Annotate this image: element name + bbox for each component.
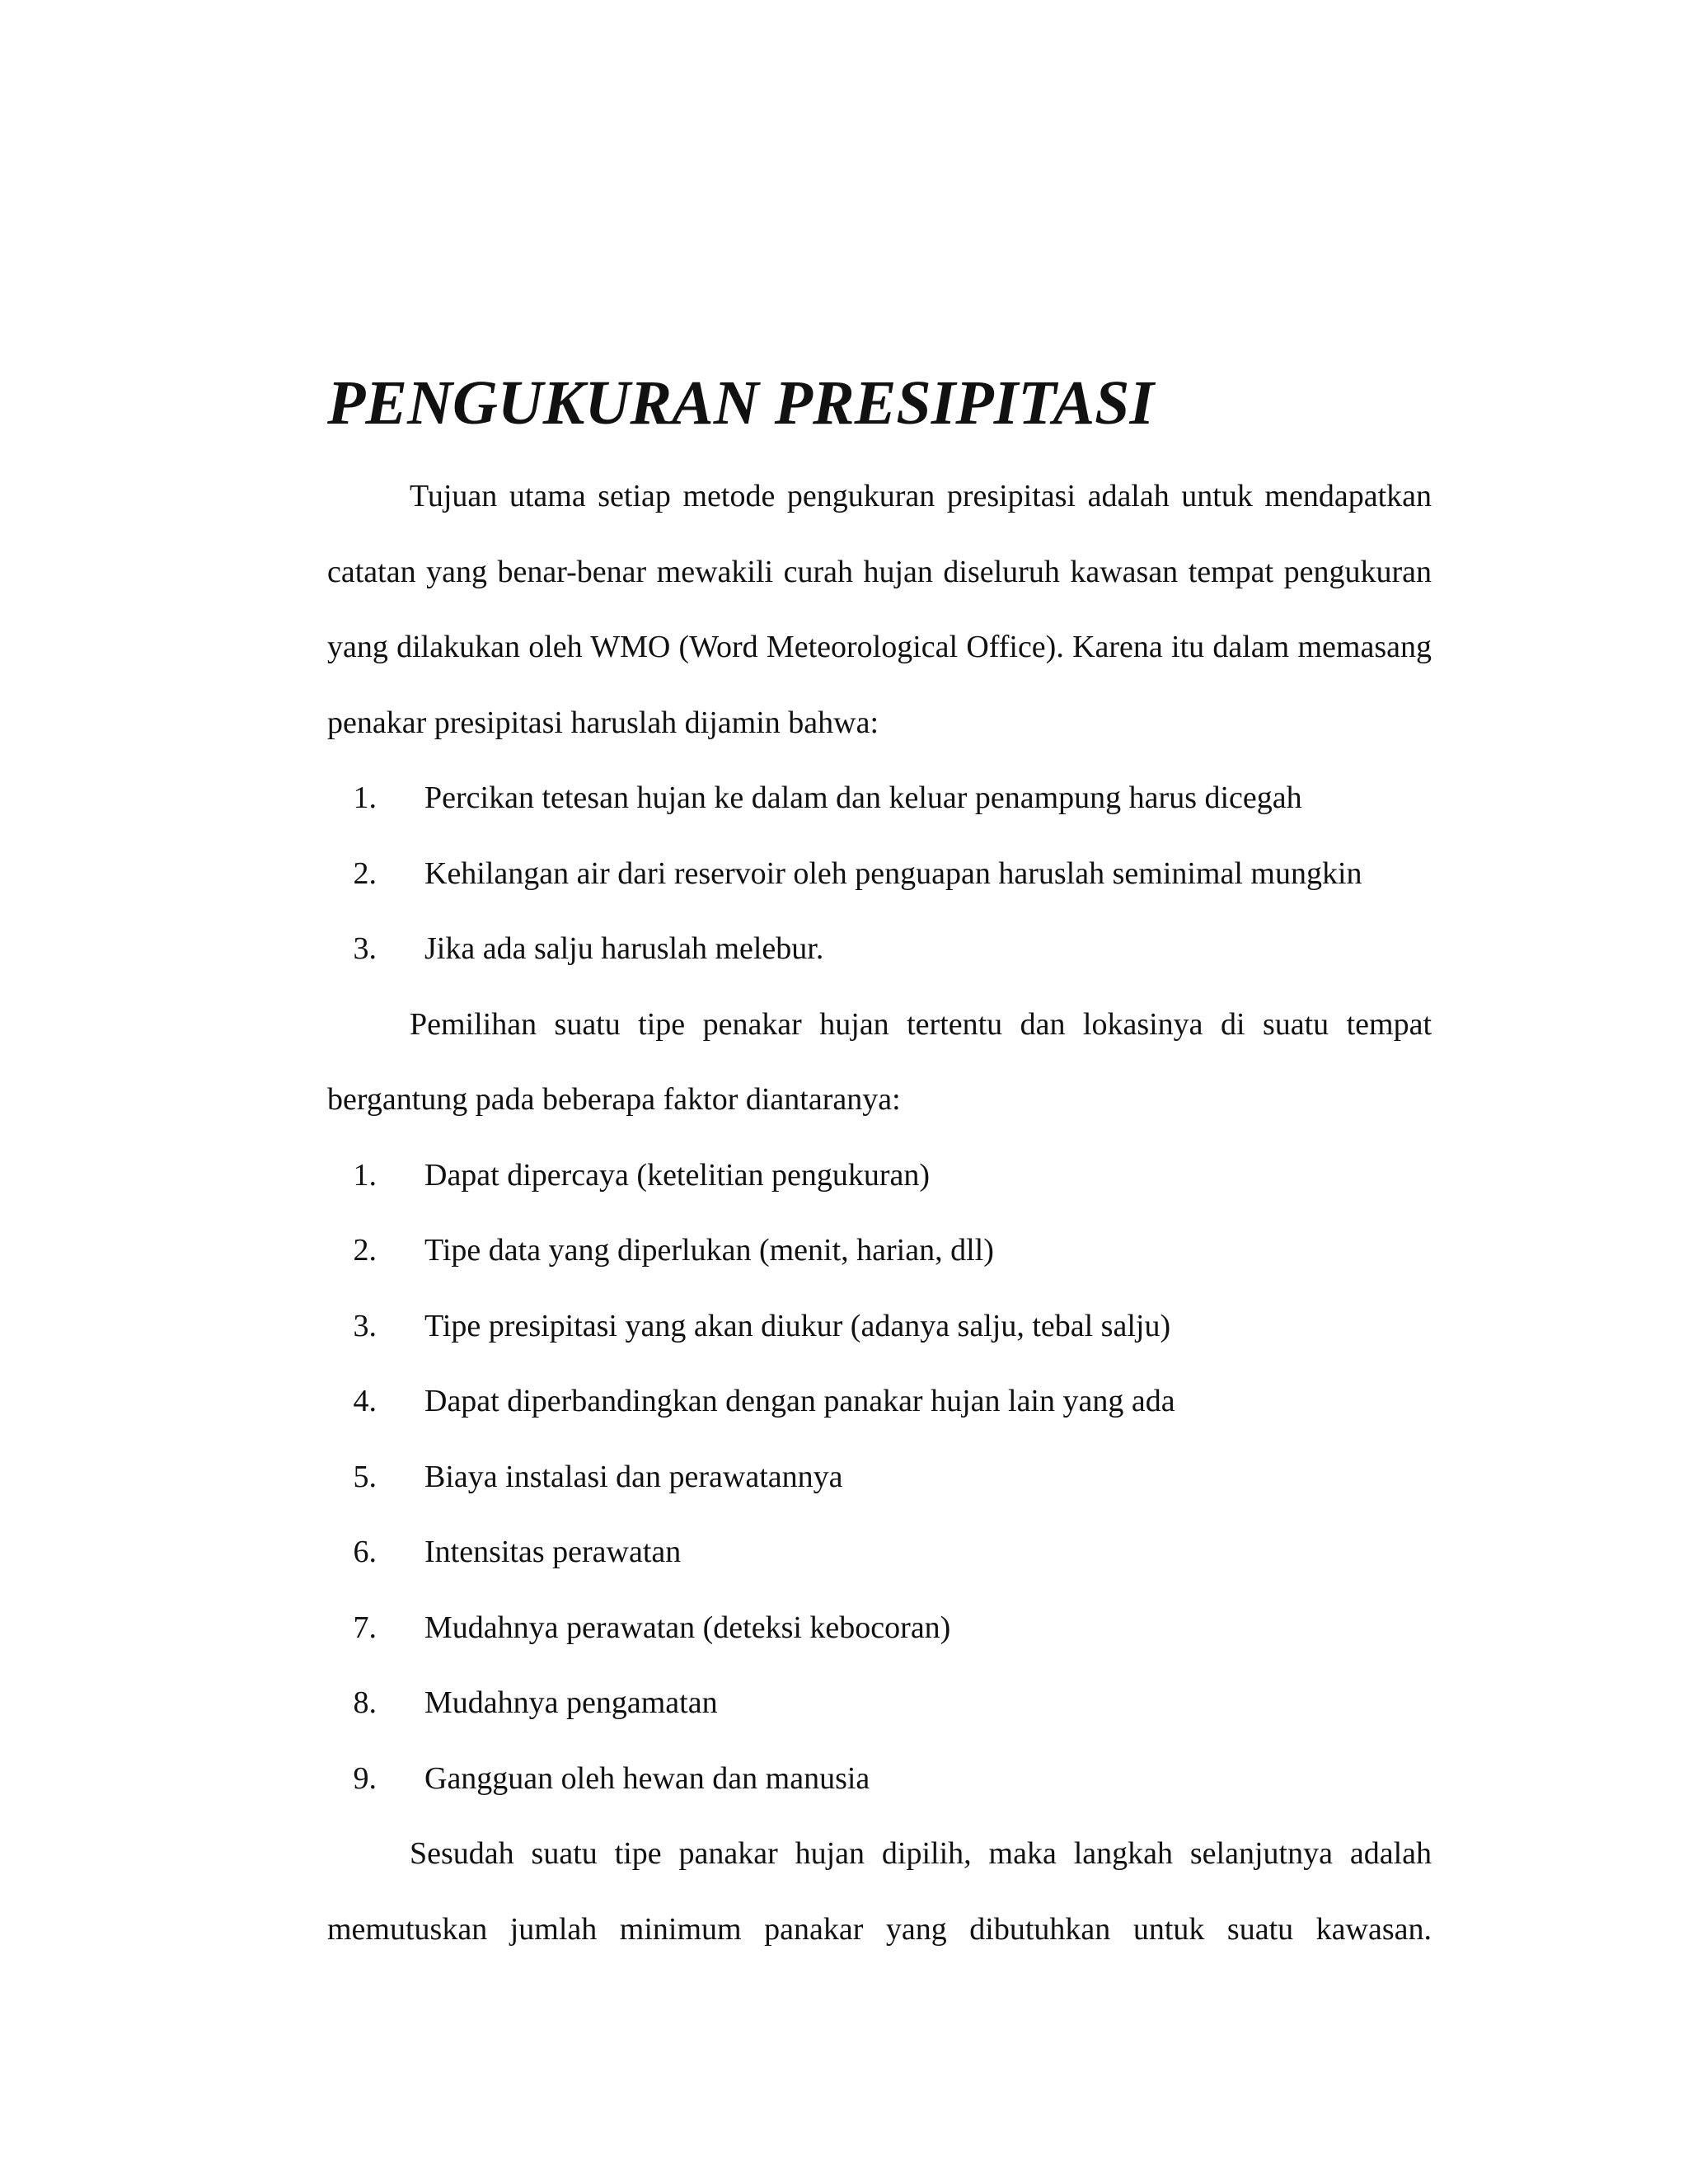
list-item bbox=[327, 1741, 1432, 1817]
paragraph-intro: Tujuan utama setiap metode pengukuran presipitasi adalah untuk mendapatkan catatan yang benar-benar mewakili curah hujan diseluruh kawasan tempat pengukuran yang dilakukan oleh WMO (Word Meteorological Office). Karena itu dalam memasang penakar presipitasi haruslah dijamin bahwa: bbox=[327, 479, 1432, 740]
list-item-text: Percikan tetesan hujan ke dalam dan keluar penampung harus dicegah bbox=[424, 780, 1302, 815]
list-item bbox=[327, 1440, 1432, 1516]
list-item-text: Gangguan oleh hewan dan manusia bbox=[424, 1760, 870, 1796]
list-item-text: Tipe presipitasi yang akan diukur (adanya salju, tebal salju) bbox=[424, 1308, 1171, 1343]
requirements-list bbox=[327, 761, 1432, 987]
list-item-text: Intensitas perawatan bbox=[424, 1535, 682, 1569]
list-number: 3. bbox=[353, 1308, 377, 1343]
list-item bbox=[327, 1666, 1432, 1741]
list-item-text: Tipe data yang diperlukan (menit, harian, dll) bbox=[424, 1233, 994, 1268]
list-item-text: Mudahnya pengamatan bbox=[424, 1685, 718, 1720]
list-number: 5. bbox=[353, 1459, 377, 1494]
factors-list bbox=[327, 1138, 1432, 1817]
paragraph-conclusion: Sesudah suatu tipe panakar hujan dipilih, maka langkah selanjutnya adalah memutuskan jumlah minimum panakar yang dibutuhkan untuk suatu kawasan. bbox=[327, 1836, 1432, 1947]
list-number: 7. bbox=[353, 1610, 377, 1645]
list-item-text: Biaya instalasi dan perawatannya bbox=[424, 1459, 843, 1494]
list-item-text: Dapat dipercaya (ketelitian pengukuran) bbox=[424, 1157, 930, 1193]
list-item-text: Mudahnya perawatan (deteksi kebocoran) bbox=[424, 1610, 951, 1645]
document-body bbox=[327, 368, 1432, 1967]
list-item bbox=[327, 761, 1432, 837]
section-heading: PENGUKURAN PRESIPITASI bbox=[327, 368, 1155, 438]
list-number: 9. bbox=[353, 1760, 377, 1796]
list-item-text: Dapat diperbandingkan dengan panakar hujan lain yang ada bbox=[424, 1384, 1175, 1418]
list-item-text: Jika ada salju haruslah melebur. bbox=[424, 931, 824, 966]
list-number: 8. bbox=[353, 1685, 377, 1720]
list-item bbox=[327, 1213, 1432, 1289]
list-item bbox=[327, 1591, 1432, 1666]
list-item bbox=[327, 837, 1432, 912]
list-number: 2. bbox=[353, 1233, 377, 1268]
list-number: 1. bbox=[353, 1157, 377, 1193]
list-item bbox=[327, 1289, 1432, 1365]
list-number: 6. bbox=[353, 1535, 377, 1569]
list-number: 3. bbox=[353, 931, 377, 966]
list-item bbox=[327, 912, 1432, 987]
list-number: 4. bbox=[353, 1384, 377, 1418]
list-number: 1. bbox=[353, 780, 377, 815]
list-number: 2. bbox=[353, 855, 377, 891]
list-item bbox=[327, 1138, 1432, 1214]
list-item bbox=[327, 1515, 1432, 1591]
list-item bbox=[327, 1364, 1432, 1440]
paragraph-selection: Pemilihan suatu tipe penakar hujan tertentu dan lokasinya di suatu tempat bergantung pada beberapa faktor diantaranya: bbox=[327, 1006, 1432, 1117]
list-item-text: Kehilangan air dari reservoir oleh penguapan haruslah seminimal mungkin bbox=[424, 855, 1362, 891]
